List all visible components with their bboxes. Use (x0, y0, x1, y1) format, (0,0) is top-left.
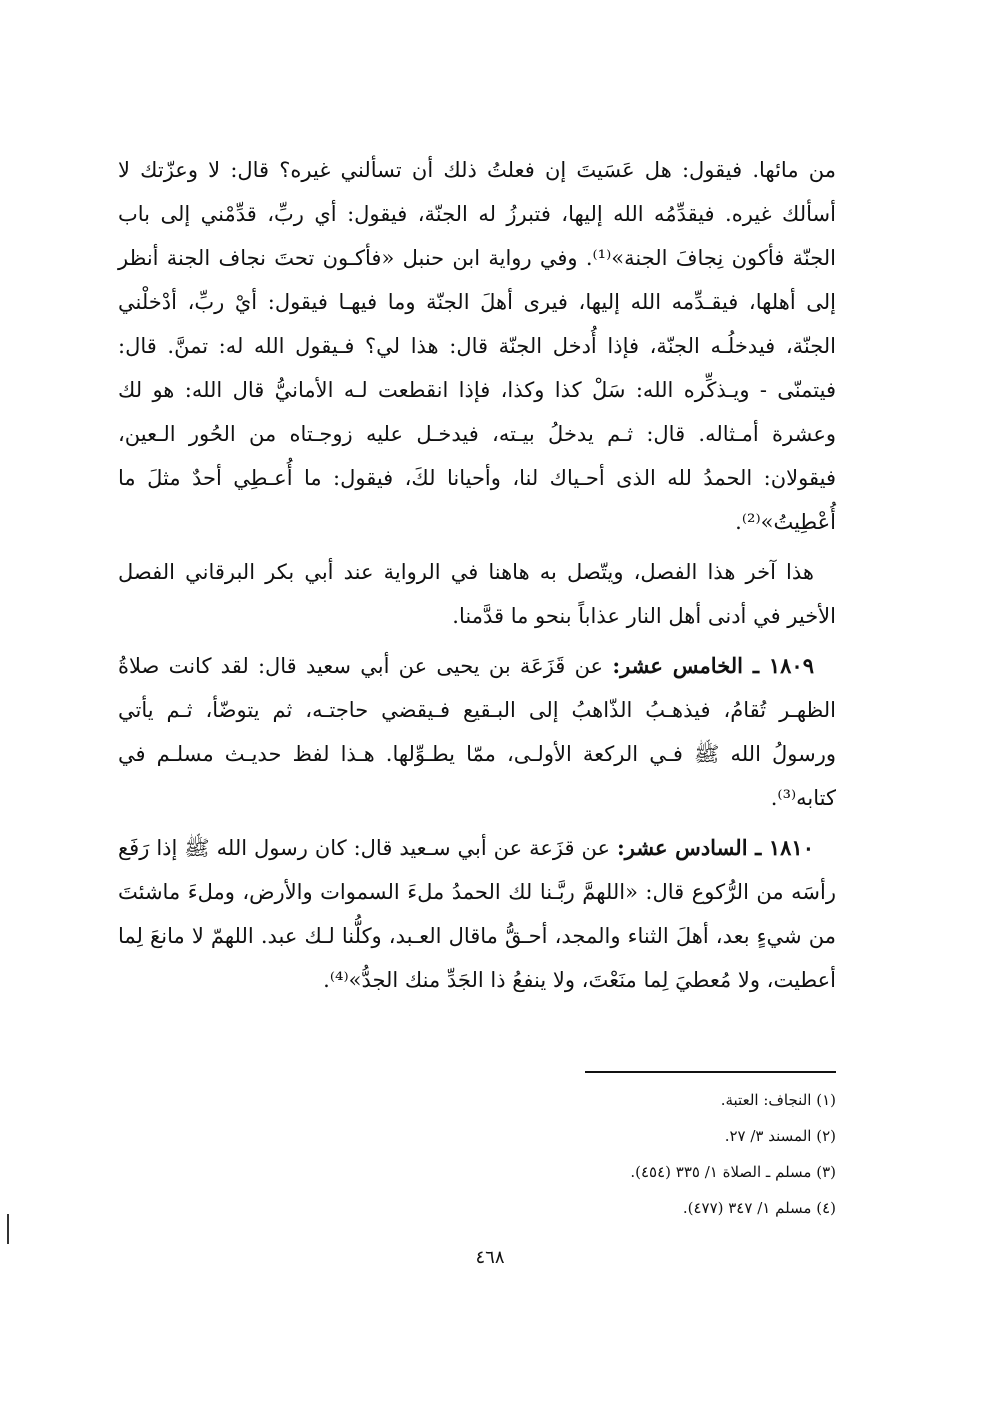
footnote-4: (٤) مسلم ١/ ٣٤٧ (٤٧٧). (682, 1199, 836, 1217)
footnote-1: (١) النجاف: العتبة. (720, 1091, 836, 1109)
hadith-1809-text: عن قَزَعَة بن يحيى عن أبي سعيد قال: لقد كانت صلاةُ الظهـر تُقامُ، فيذهـبُ الذّاهبُ إلى البـقيع فـيقضي حاجتـه، ثم يتوضّأ، ثـم يأتي ورسولُ الله ﷺ فـي الركعة الأولـى، ممّا يطـوِّلها. هـذا لفظ حديـث مسلـم في كتابه⁽³⁾. (118, 654, 836, 810)
page-number: ٤٦٨ (475, 1247, 505, 1268)
hadith-1809 (118, 644, 836, 820)
scan-margin-mark (7, 1214, 9, 1244)
footnote-2: (٢) المسند ٣/ ٢٧. (724, 1127, 836, 1145)
main-text (118, 148, 836, 1002)
hadith-1810 (118, 826, 836, 1002)
paragraph-2 (118, 550, 836, 638)
hadith-1810-text: عن قزَعة عن أبي سـعيد قال: كان رسول الله ﷺ إذا رَفَع رأسَه من الرُّكوع قال: «اللهمَّ ربَّـنا لك الحمدُ ملءَ السموات والأرض، وملءَ ماشئتَ من شيءٍ بعد، أهلَ الثناء والمجد، أحـقُّ ماقال العـبد، وكلُّنا لـك عبد. اللهمّ لا مانعَ لِما أعطيت، ولا مُعطيَ لِما منَعْتَ، ولا ينفعُ ذا الجَدِّ منك الجدُّ»⁽⁴⁾. (118, 836, 836, 992)
hadith-1809-number: ١٨٠٩ ـ الخامس عشر: (612, 653, 814, 678)
footnote-3: (٣) مسلم ـ الصلاة ١/ ٣٣٥ (٤٥٤). (630, 1163, 836, 1181)
footnotes (316, 1082, 836, 1226)
paragraph-1 (118, 148, 836, 544)
paragraph-1-text: من مائها. فيقول: هل عَسَيتَ إن فعلتُ ذلك أن تسألني غيره؟ قال: لا وعزّتك لا أسألك غيره. فيقدِّمُه الله إليها، فتبرزُ له الجنّة، فيقول: أي ربِّ، قدِّمْني إلى باب الجنّة فأكون نِجافَ الجنة»⁽¹⁾. وفي رواية ابن حنبل «فأكـون تحتَ نجاف الجنة أنظر إلى أهلها، فيقـدِّمه الله إليها، فيرى أهلَ الجنّة وما فيهـا فيقول: أيْ ربِّ، أدْخلْني الجنّة، فيدخلُـه الجنّة، فإذا أُدخل الجنّة قال: هذا لي؟ فـيقول الله له: تمنَّ. قال: فيتمنّى - ويـذكِّره الله: سَلْ كذا وكذا، فإذا انقطعت لـه الأمانيُّ قال الله: هو لك وعشرة أمـثاله. قال: ثـم يدخلُ بيـته، فيدخـل عليه زوجـتاه من الحُور الـعين، فيقولان: الحمدُ لله الذى أحـياك لنا، وأحيانا لكَ، فيقول: ما أُعـطِي أحدٌ مثلَ ما أُعْطِيتُ»⁽²⁾. (118, 158, 836, 534)
hadith-1810-number: ١٨١٠ ـ السادس عشر: (616, 835, 814, 860)
footnote-separator (585, 1071, 836, 1073)
paragraph-2-text: هذا آخر هذا الفصل، ويتّصل به هاهنا في الرواية عند أبي بكر البرقاني الفصل الأخير في أدنى أهل النار عذاباً بنحو ما قدَّمنا. (118, 560, 836, 628)
